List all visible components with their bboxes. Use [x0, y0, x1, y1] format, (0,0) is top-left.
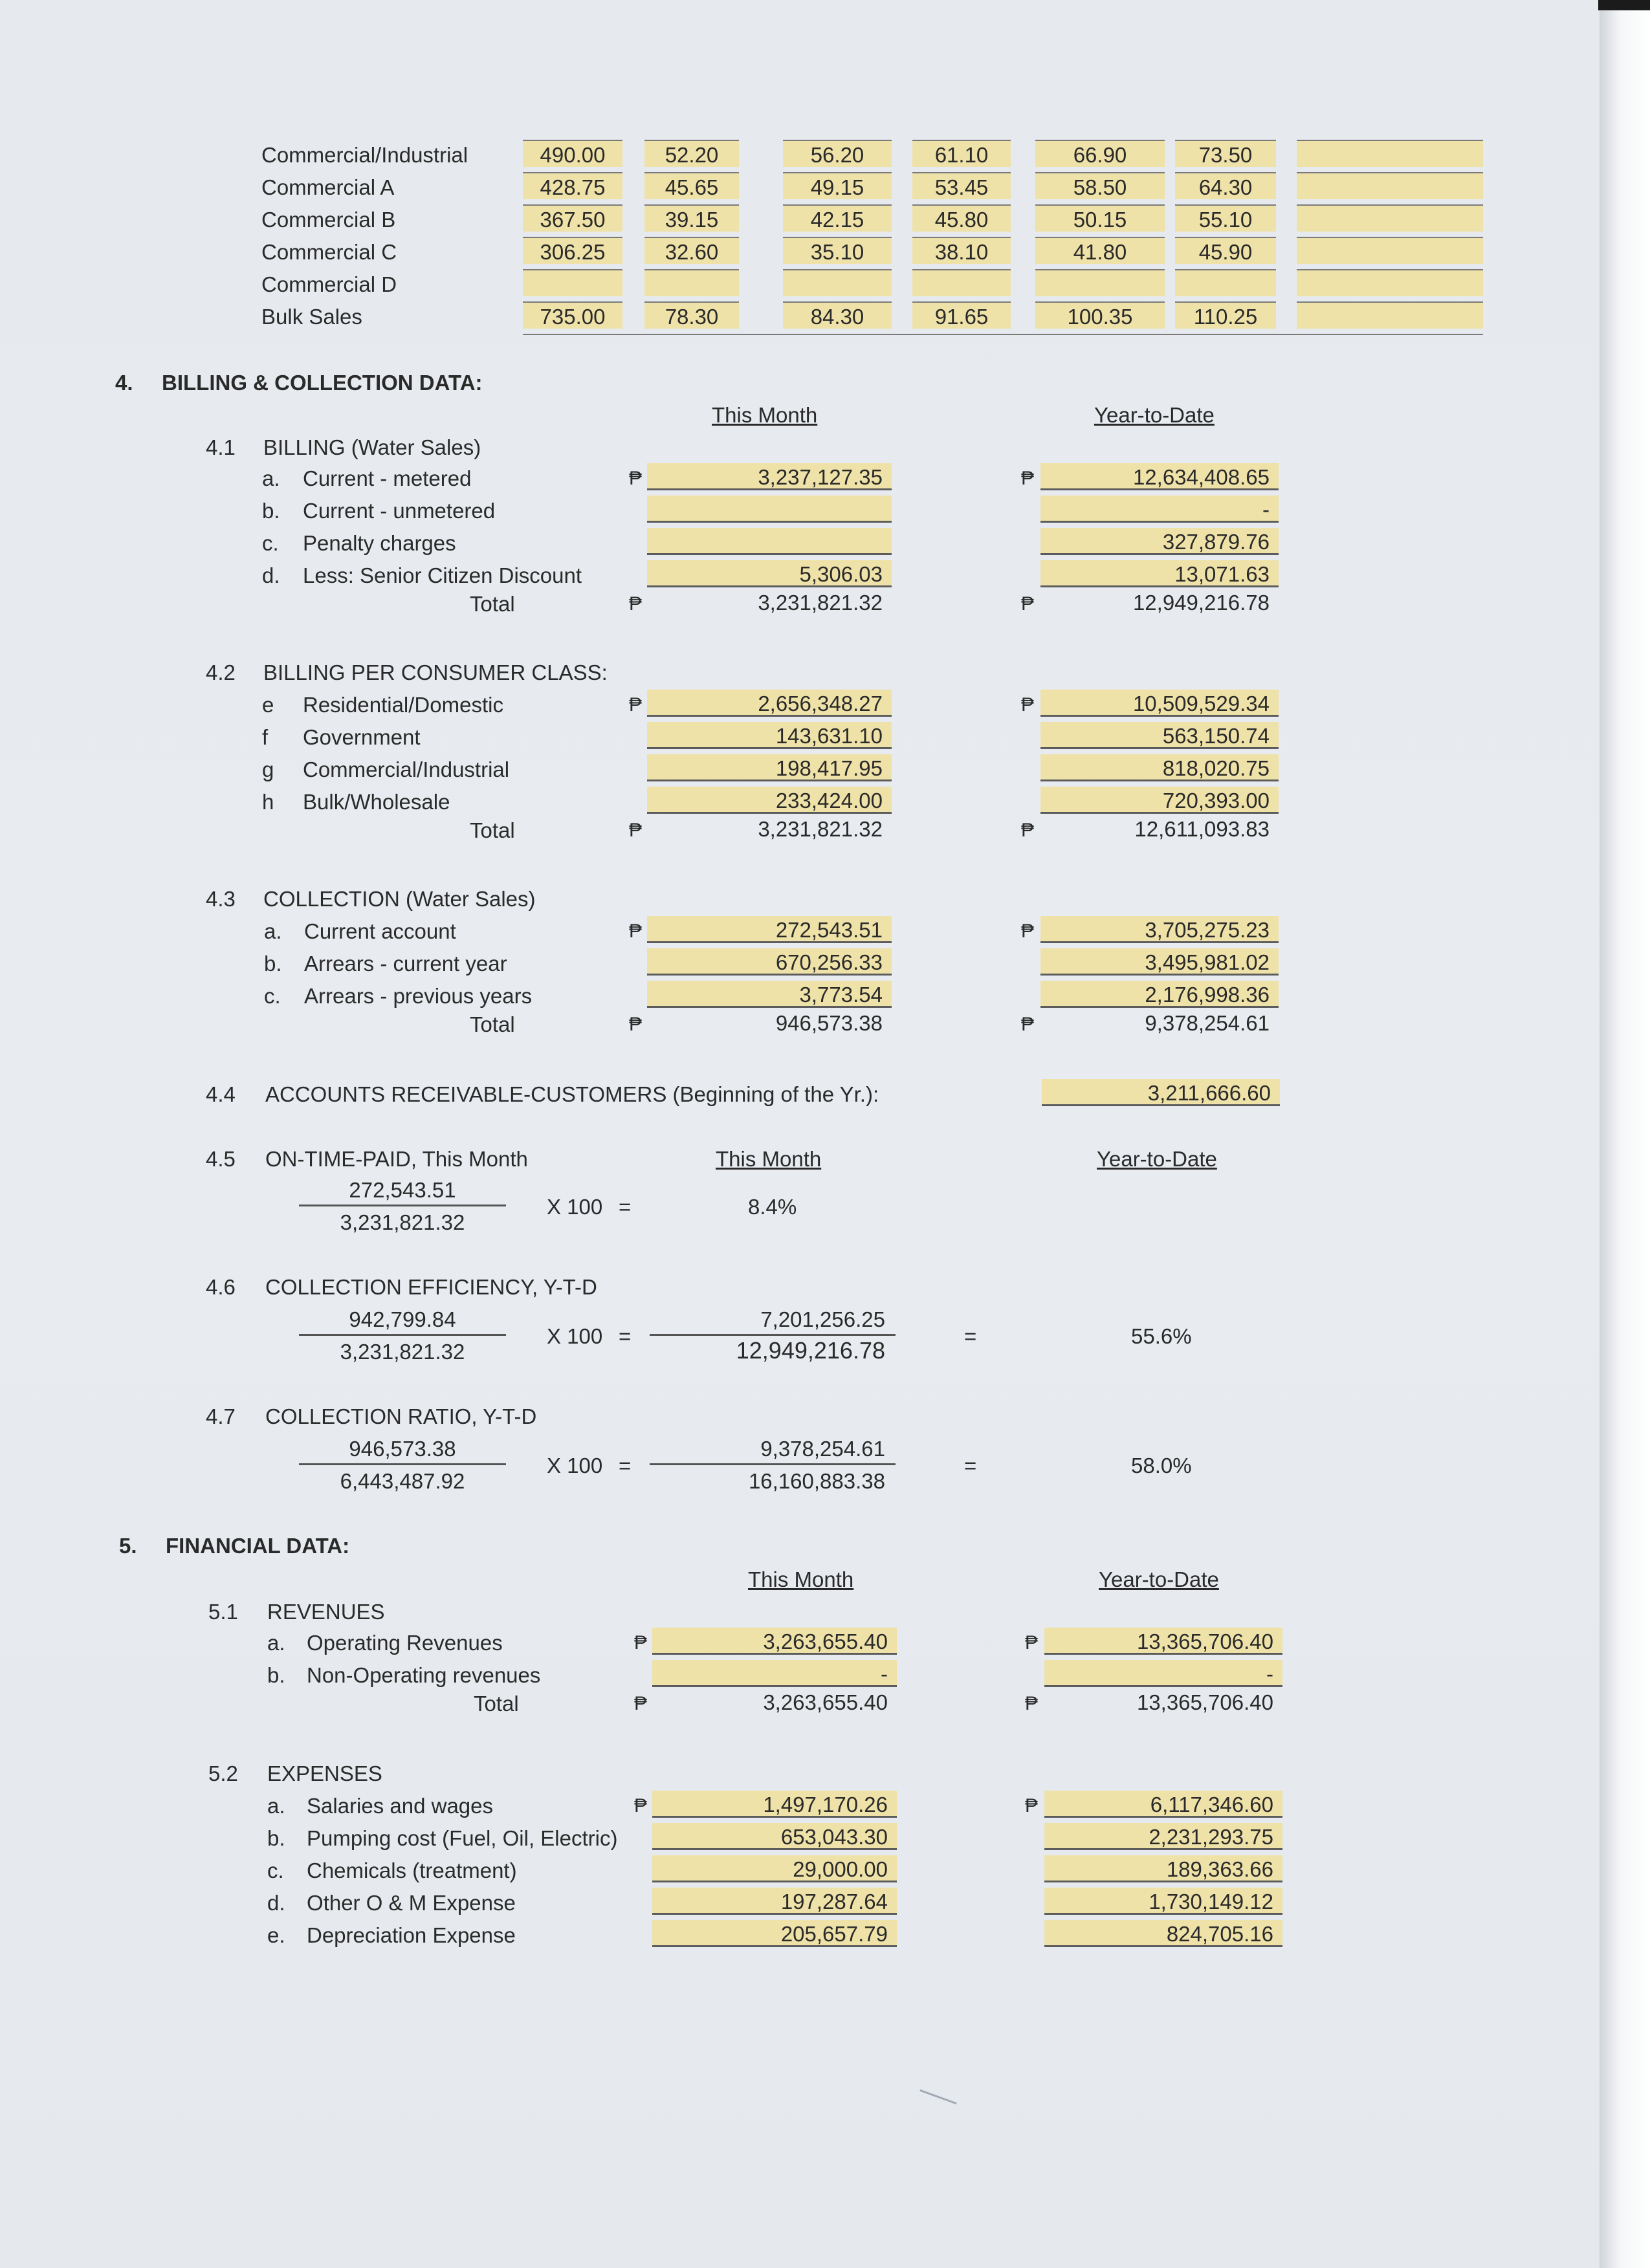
on-time-paid-result: 8.4%	[748, 1195, 797, 1219]
this-month-value	[647, 528, 892, 555]
year-to-date-total: 13,365,706.40	[1136, 1690, 1273, 1714]
item-key: d.	[262, 563, 280, 587]
item-key: h	[262, 790, 274, 814]
rate-cell: 73.50	[1175, 140, 1276, 167]
subsection-title: COLLECTION (Water Sales)	[263, 887, 536, 911]
column-header-this-month: This Month	[716, 1147, 822, 1171]
section-number: 4.	[115, 371, 133, 395]
subsection-title: BILLING PER CONSUMER CLASS:	[263, 660, 608, 684]
item-label: Government	[303, 725, 421, 749]
year-to-date-value: -	[1044, 1660, 1282, 1687]
year-to-date-value: 2,231,293.75	[1044, 1823, 1282, 1850]
this-month-value: 3,263,655.40	[652, 1628, 897, 1655]
subsection-number: 4.1	[206, 435, 236, 459]
fraction-bar	[299, 1463, 506, 1465]
year-to-date-value: 2,176,998.36	[1040, 981, 1279, 1008]
fraction-numerator: 9,378,254.61	[760, 1437, 885, 1461]
item-label: Current - unmetered	[303, 499, 496, 523]
equals-sign: =	[619, 1454, 632, 1477]
scan-edge	[1600, 0, 1650, 2268]
column-header-year-to-date: Year-to-Date	[1094, 403, 1215, 427]
subsection-title: ON-TIME-PAID, This Month	[265, 1147, 528, 1171]
peso-sign: ₱	[634, 1693, 648, 1714]
peso-sign: ₱	[1025, 1693, 1039, 1714]
item-label: Chemicals (treatment)	[307, 1859, 517, 1882]
item-key: b.	[267, 1663, 285, 1687]
item-key: a.	[267, 1631, 285, 1655]
year-to-date-value: 327,879.76	[1040, 528, 1279, 555]
subsection-title: BILLING (Water Sales)	[263, 435, 481, 459]
item-label: Current account	[304, 919, 456, 943]
subsection-number: 4.2	[206, 660, 236, 684]
peso-sign: ₱	[1025, 1632, 1039, 1653]
rate-cell: 110.25	[1175, 301, 1276, 329]
equals-sign: =	[619, 1195, 632, 1219]
peso-sign: ₱	[1021, 468, 1035, 489]
this-month-value: 3,237,127.35	[647, 463, 892, 490]
rate-cell: 50.15	[1035, 204, 1165, 232]
year-to-date-value: 12,634,408.65	[1040, 463, 1279, 490]
rate-cell: 91.65	[912, 301, 1011, 329]
fraction-bar	[299, 1334, 506, 1336]
rate-cell: 38.10	[912, 237, 1011, 264]
item-label: Pumping cost (Fuel, Oil, Electric)	[307, 1826, 618, 1850]
item-label: Less: Senior Citizen Discount	[303, 563, 582, 587]
collection-efficiency-result: 55.6%	[1131, 1324, 1192, 1348]
this-month-value: 197,287.64	[652, 1888, 897, 1915]
rate-cell: 490.00	[523, 140, 622, 167]
this-month-value: 198,417.95	[647, 754, 892, 781]
total-label: Total	[470, 818, 515, 842]
peso-sign: ₱	[634, 1795, 648, 1816]
item-label: Arrears - current year	[304, 952, 507, 976]
rate-cell	[1175, 269, 1276, 296]
item-label: Arrears - previous years	[304, 984, 533, 1008]
year-to-date-value: 13,365,706.40	[1044, 1628, 1282, 1655]
rate-row-label: Commercial/Industrial	[261, 143, 468, 167]
rate-cell: 84.30	[783, 301, 892, 329]
column-header-this-month: This Month	[712, 403, 818, 427]
fraction-denominator: 12,949,216.78	[736, 1337, 885, 1364]
rate-row-label: Commercial C	[261, 240, 397, 264]
this-month-value: 670,256.33	[647, 948, 892, 976]
item-label: Bulk/Wholesale	[303, 790, 450, 814]
column-header-year-to-date: Year-to-Date	[1099, 1567, 1219, 1591]
equals-sign: =	[964, 1454, 977, 1477]
rate-cell: 100.35	[1035, 301, 1165, 329]
year-to-date-value: 6,117,346.60	[1044, 1791, 1282, 1818]
item-key: c.	[262, 531, 279, 555]
subsection-title: ACCOUNTS RECEIVABLE-CUSTOMERS (Beginning of the Yr.):	[265, 1082, 879, 1106]
subsection-title: REVENUES	[267, 1600, 385, 1624]
peso-sign: ₱	[629, 921, 643, 942]
section-title: BILLING & COLLECTION DATA:	[162, 371, 483, 395]
rate-cell	[644, 269, 739, 296]
rate-cell: 306.25	[523, 237, 622, 264]
this-month-value: 5,306.03	[647, 560, 892, 587]
peso-sign: ₱	[1021, 820, 1035, 841]
fraction-bar	[299, 1205, 506, 1206]
rate-row-label: Commercial A	[261, 175, 395, 199]
subsection-number: 4.3	[206, 887, 236, 911]
peso-sign: ₱	[1021, 1014, 1035, 1035]
rate-cell: 78.30	[644, 301, 739, 329]
rate-cell: 52.20	[644, 140, 739, 167]
rate-row-label: Bulk Sales	[261, 305, 362, 329]
fraction-denominator: 16,160,883.38	[748, 1469, 885, 1493]
rate-cell: 39.15	[644, 204, 739, 232]
fraction-denominator: 6,443,487.92	[340, 1469, 465, 1493]
year-to-date-value: 720,393.00	[1040, 787, 1279, 814]
fraction-bar	[650, 1334, 896, 1336]
fraction-numerator: 942,799.84	[349, 1307, 456, 1331]
item-key: d.	[267, 1891, 285, 1915]
year-to-date-value: 1,730,149.12	[1044, 1888, 1282, 1915]
year-to-date-value: 818,020.75	[1040, 754, 1279, 781]
subsection-number: 5.1	[208, 1600, 238, 1624]
rate-cell: 66.90	[1035, 140, 1165, 167]
subsection-title: EXPENSES	[267, 1761, 382, 1785]
collection-ratio-result: 58.0%	[1131, 1454, 1192, 1477]
subsection-number: 4.4	[206, 1082, 236, 1106]
year-to-date-value: 3,705,275.23	[1040, 916, 1279, 943]
rate-cell: 45.80	[912, 204, 1011, 232]
item-label: Depreciation Expense	[307, 1923, 516, 1947]
equals-sign: =	[619, 1324, 632, 1348]
total-label: Total	[470, 592, 515, 616]
multiplier: X 100	[547, 1454, 603, 1477]
rate-cell	[1035, 269, 1165, 296]
rate-cell: 49.15	[783, 172, 892, 199]
this-month-total: 3,231,821.32	[758, 591, 883, 615]
item-key: e	[262, 693, 274, 717]
rate-cell	[1297, 237, 1483, 264]
item-label: Non-Operating revenues	[307, 1663, 541, 1687]
total-label: Total	[474, 1692, 519, 1716]
peso-sign: ₱	[634, 1632, 648, 1653]
rate-row-label: Commercial D	[261, 272, 397, 296]
rate-cell: 58.50	[1035, 172, 1165, 199]
this-month-value: 2,656,348.27	[647, 690, 892, 717]
column-header-this-month: This Month	[748, 1567, 854, 1591]
this-month-value: 233,424.00	[647, 787, 892, 814]
year-to-date-value: 189,363.66	[1044, 1855, 1282, 1882]
fraction-denominator: 3,231,821.32	[340, 1210, 465, 1234]
item-key: g	[262, 758, 274, 781]
rate-cell	[783, 269, 892, 296]
rate-table-bottom-rule	[523, 334, 1483, 335]
rate-cell: 428.75	[523, 172, 622, 199]
fraction-numerator: 7,201,256.25	[760, 1307, 885, 1331]
this-month-total: 3,263,655.40	[763, 1690, 888, 1714]
column-header-year-to-date: Year-to-Date	[1097, 1147, 1217, 1171]
year-to-date-value: 10,509,529.34	[1040, 690, 1279, 717]
rate-cell: 735.00	[523, 301, 622, 329]
peso-sign: ₱	[1021, 593, 1035, 615]
year-to-date-value: 824,705.16	[1044, 1920, 1282, 1947]
subsection-number: 4.6	[206, 1275, 236, 1299]
peso-sign: ₱	[1025, 1795, 1039, 1816]
item-label: Operating Revenues	[307, 1631, 503, 1655]
ar-customers-value: 3,211,666.60	[1042, 1079, 1280, 1106]
rate-cell: 61.10	[912, 140, 1011, 167]
rate-cell: 35.10	[783, 237, 892, 264]
year-to-date-value: 13,071.63	[1040, 560, 1279, 587]
fraction-numerator: 272,543.51	[349, 1178, 456, 1202]
peso-sign: ₱	[629, 694, 643, 715]
subsection-number: 5.2	[208, 1761, 238, 1785]
year-to-date-total: 9,378,254.61	[1145, 1011, 1270, 1035]
fraction-bar	[650, 1463, 896, 1465]
item-key: a.	[262, 466, 280, 490]
rate-row-label: Commercial B	[261, 208, 396, 232]
subsection-number: 4.5	[206, 1147, 236, 1171]
rate-cell: 53.45	[912, 172, 1011, 199]
rate-cell: 41.80	[1035, 237, 1165, 264]
rate-cell	[1297, 269, 1483, 296]
total-label: Total	[470, 1012, 515, 1036]
fraction-numerator: 946,573.38	[349, 1437, 456, 1461]
item-label: Commercial/Industrial	[303, 758, 510, 781]
multiplier: X 100	[547, 1195, 603, 1219]
item-key: c.	[264, 984, 281, 1008]
item-key: b.	[267, 1826, 285, 1850]
item-key: f	[262, 725, 269, 749]
item-key: a.	[264, 919, 282, 943]
multiplier: X 100	[547, 1324, 603, 1348]
item-label: Penalty charges	[303, 531, 456, 555]
rate-cell: 45.65	[644, 172, 739, 199]
rate-cell	[912, 269, 1011, 296]
year-to-date-value: 3,495,981.02	[1040, 948, 1279, 976]
this-month-total: 946,573.38	[775, 1011, 883, 1035]
peso-sign: ₱	[1021, 921, 1035, 942]
item-label: Residential/Domestic	[303, 693, 503, 717]
this-month-value: 205,657.79	[652, 1920, 897, 1947]
this-month-total: 3,231,821.32	[758, 817, 883, 841]
fraction-denominator: 3,231,821.32	[340, 1340, 465, 1364]
item-label: Current - metered	[303, 466, 472, 490]
rate-cell	[523, 269, 622, 296]
this-month-value: 143,631.10	[647, 722, 892, 749]
rate-cell: 56.20	[783, 140, 892, 167]
rate-cell	[1297, 301, 1483, 329]
this-month-value: 29,000.00	[652, 1855, 897, 1882]
subsection-title: COLLECTION EFFICIENCY, Y-T-D	[265, 1275, 597, 1299]
item-key: a.	[267, 1794, 285, 1818]
peso-sign: ₱	[629, 820, 643, 841]
rate-cell: 64.30	[1175, 172, 1276, 199]
item-label: Other O & M Expense	[307, 1891, 516, 1915]
equals-sign: =	[964, 1324, 977, 1348]
peso-sign: ₱	[1021, 694, 1035, 715]
rate-cell: 45.90	[1175, 237, 1276, 264]
rate-cell: 32.60	[644, 237, 739, 264]
year-to-date-value: 563,150.74	[1040, 722, 1279, 749]
rate-cell: 42.15	[783, 204, 892, 232]
scan-corner	[1598, 0, 1650, 10]
this-month-value: 272,543.51	[647, 916, 892, 943]
rate-cell: 55.10	[1175, 204, 1276, 232]
this-month-value	[647, 496, 892, 523]
rate-cell	[1297, 172, 1483, 199]
year-to-date-total: 12,611,093.83	[1134, 817, 1270, 841]
item-label: Salaries and wages	[307, 1794, 494, 1818]
peso-sign: ₱	[629, 1014, 643, 1035]
rate-cell: 367.50	[523, 204, 622, 232]
subsection-title: COLLECTION RATIO, Y-T-D	[265, 1404, 537, 1428]
item-key: b.	[262, 499, 280, 523]
section-number: 5.	[119, 1534, 137, 1558]
year-to-date-value: -	[1040, 496, 1279, 523]
this-month-value: 653,043.30	[652, 1823, 897, 1850]
peso-sign: ₱	[629, 468, 643, 489]
this-month-value: 1,497,170.26	[652, 1791, 897, 1818]
subsection-number: 4.7	[206, 1404, 236, 1428]
item-key: e.	[267, 1923, 285, 1947]
rate-cell	[1297, 204, 1483, 232]
section-title: FINANCIAL DATA:	[166, 1534, 350, 1558]
item-key: c.	[267, 1859, 284, 1882]
this-month-value: -	[652, 1660, 897, 1687]
peso-sign: ₱	[629, 593, 643, 615]
year-to-date-total: 12,949,216.78	[1132, 591, 1270, 615]
this-month-value: 3,773.54	[647, 981, 892, 1008]
item-key: b.	[264, 952, 282, 976]
rate-cell	[1297, 140, 1483, 167]
